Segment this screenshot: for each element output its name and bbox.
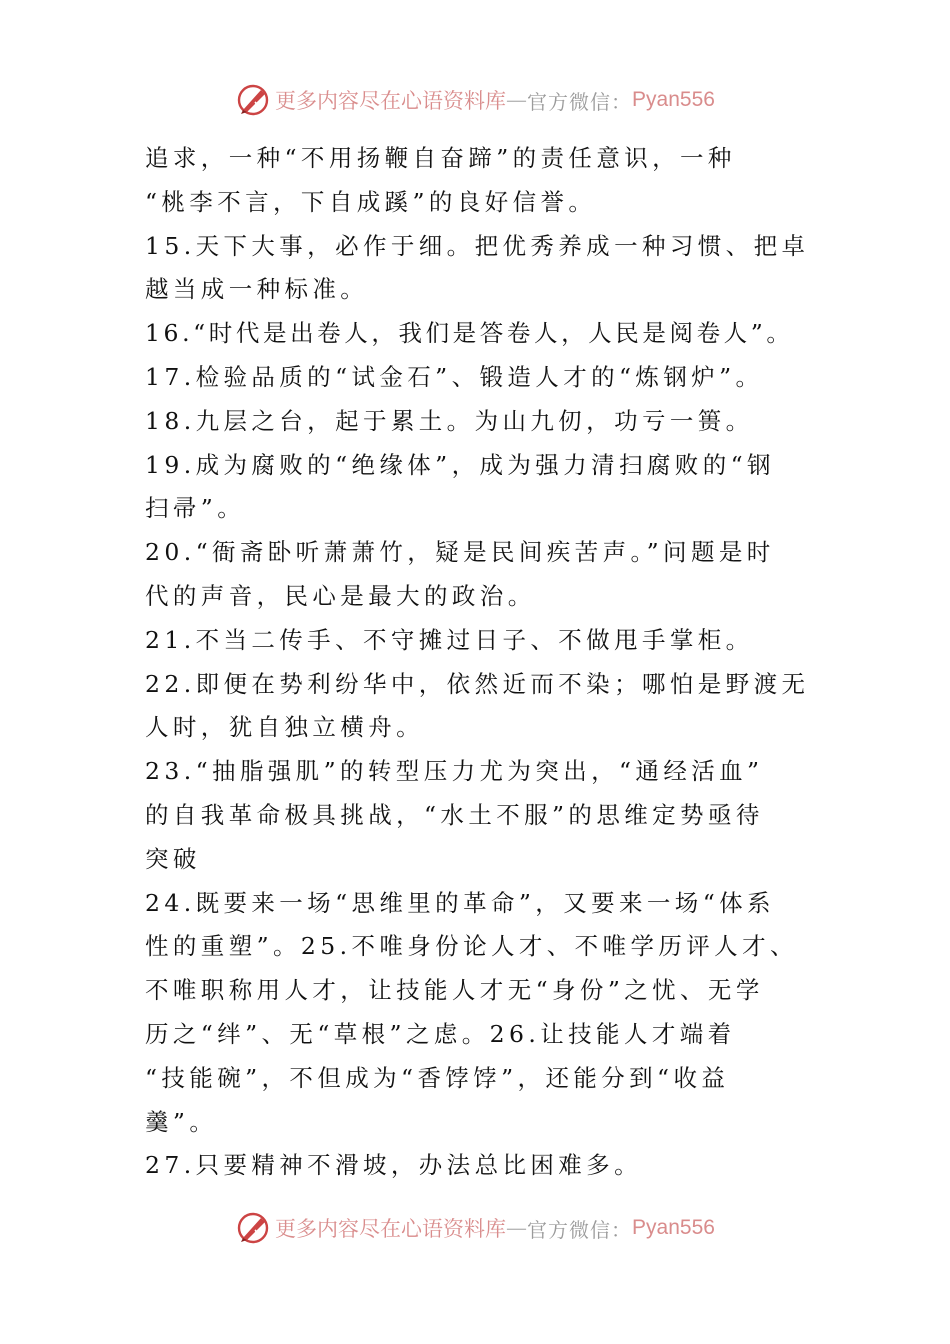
text-line: 扫帚”。 [145,494,246,523]
watermark-id: Pyan556 [632,1216,715,1239]
document-body [145,137,809,1188]
text-line: 代的声音，民心是最大的政治。 [145,581,536,610]
watermark-id: Pyan556 [632,88,715,111]
pen-logo-icon [235,82,271,118]
watermark-separator: — [506,88,528,112]
text-line: 历之“绊”、无“草根”之虑。26.让技能人才端着 [145,1019,736,1048]
text-line: 16.“时代是出卷人，我们是答卷人，人民是阅卷人”。 [145,319,794,348]
text-line: 27.只要精神不滑坡，办法总比困难多。 [145,1151,642,1180]
text-line: 羹”。 [145,1107,218,1136]
header-watermark [0,80,950,120]
text-line: 21.不当二传手、不守摊过日子、不做甩手掌柜。 [145,625,754,654]
text-line: 人时，犹自独立横舟。 [145,713,424,742]
text-line: 15.天下大事，必作于细。把优秀养成一种习惯、把卓 [145,231,810,260]
text-line: 越当成一种标准。 [145,275,369,304]
text-line: 22.即便在势利纷华中，依然近而不染；哪怕是野渡无 [145,669,810,698]
text-line: 18.九层之台，起于累土。为山九仞，功亏一篑。 [145,406,754,435]
text-line: 追求，一种“不用扬鞭自奋蹄”的责任意识，一种 [145,144,736,172]
watermark-site-text: 更多内容尽在心语资料库 [275,89,507,113]
watermark-site-text: 更多内容尽在心语资料库 [275,1217,507,1241]
text-line: 19.成为腐败的“绝缘体”，成为强力清扫腐败的“钢 [145,450,775,479]
text-line: “技能碗”，不但成为“香饽饽”，还能分到“收益 [145,1063,730,1092]
text-line: 17.检验品质的“试金石”、锻造人才的“炼钢炉”。 [145,362,764,391]
watermark-label: 官方微信： [527,1217,633,1242]
text-line: 24.既要来一场“思维里的革命”，又要来一场“体系 [145,888,775,917]
text-line: 不唯职称用人才，让技能人才无“身份”之忧、无学 [145,976,764,1005]
text-line: “桃李不言，下自成蹊”的良好信誉。 [145,187,597,216]
text-line: 20.“衙斋卧听萧萧竹，疑是民间疾苦声。”问题是时 [145,538,775,567]
text-line: 23.“抽脂强肌”的转型压力尤为突出，“通经活血” [145,757,764,786]
footer-watermark [0,1208,950,1248]
text-line: 的自我革命极具挑战，“水土不服”的思维定势亟待 [145,800,764,829]
watermark-label: 官方微信： [527,89,633,114]
text-line: 性的重塑”。25.不唯身份论人才、不唯学历评人才、 [145,932,798,961]
watermark-separator: — [506,1216,528,1240]
text-line: 突破 [145,844,201,873]
pen-logo-icon [235,1210,271,1246]
